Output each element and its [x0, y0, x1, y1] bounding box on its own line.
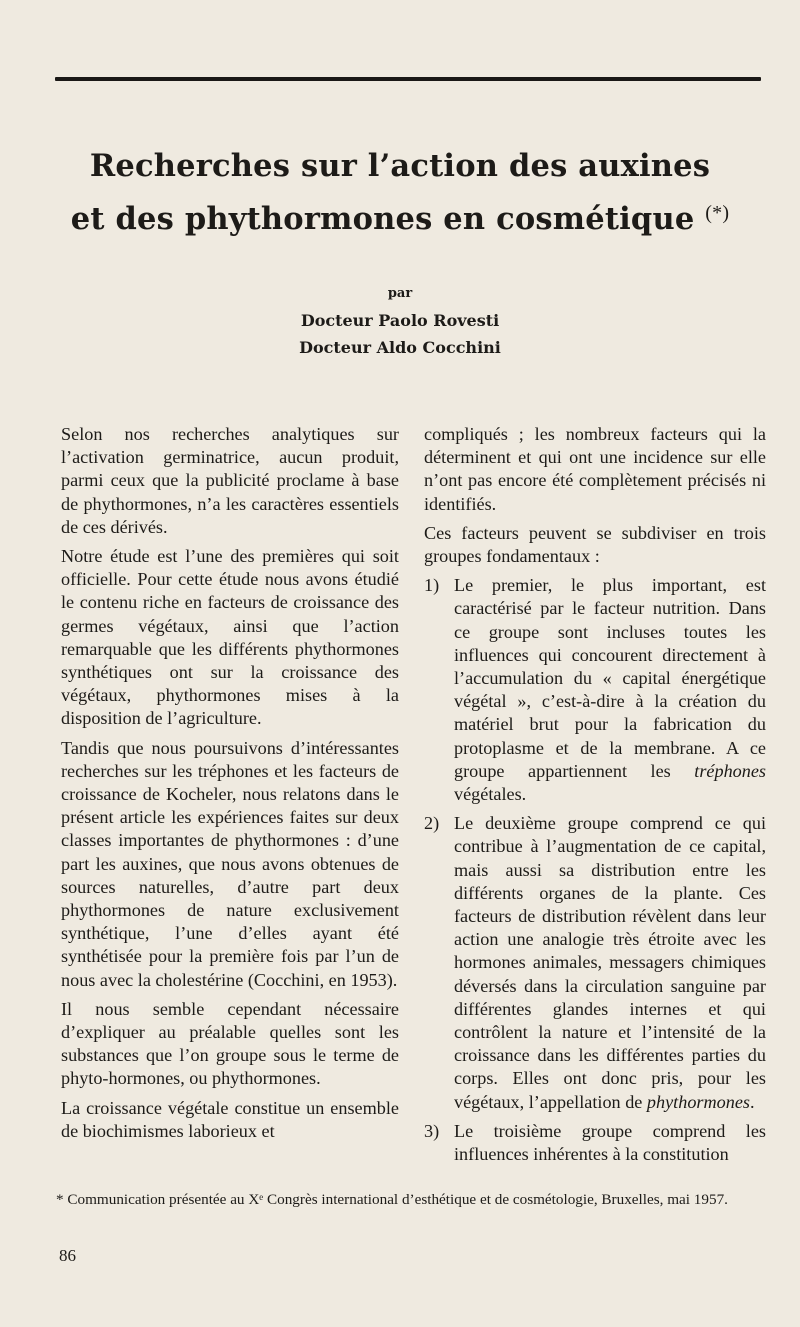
- list-text: Le premier, le plus important, est caractérisé par le facteur nutrition. Dans ce groupe sont incluses toutes les influences qui concourent directement à l’accumulation du « capital énergétique végétal », c’est-à-dire à la création du matériel brut pour la fabrication du protoplasme et de la membrane. A ce groupe appartiennent les tréphones végétales.: [454, 575, 766, 805]
- paragraph: compliqués ; les nombreux facteurs qui la déterminent et qui ont une incidence sur elle n’ont pas encore été complètement précisés ni identifiés.: [424, 424, 766, 514]
- title-line-2: et des phythormones en cosmétique: [70, 201, 695, 237]
- list-number: 2): [424, 813, 440, 834]
- article-title: [0, 143, 800, 243]
- paragraph: Il nous semble cependant nécessaire d’expliquer au préalable quelles sont les substances que l’on groupe sous le terme de phyto-hormones, ou phythormones.: [61, 998, 399, 1089]
- left-column: [61, 423, 399, 1143]
- footnote: * Communication présentée au Xᵉ Congrès international d’esthétique et de cosmétologie, Bruxelles, mai 1957.: [56, 1191, 728, 1208]
- page-number: 86: [59, 1246, 76, 1265]
- byline-par: par: [387, 286, 413, 301]
- list-text: Le deuxième groupe comprend ce qui contribue à l’augmentation de ce capital, mais aussi sa distribution entre les différents organes de la plante. Ces facteurs de distribution révèlent dans leur action une analogie très étroite avec les hormones animales, messagers chimiques déversés dans la circulation sanguine par différentes glandes internes et qui contrôlent la nature et l’intensité de la croissance dans les différentes parties du corps. Elles ont donc pris, pour les végétaux, l’appellation de phythormones.: [454, 813, 766, 1112]
- list-number: 3): [424, 1120, 440, 1141]
- list-item: [424, 1120, 766, 1166]
- paragraph: Tandis que nous poursuivons d’intéressantes recherches sur les tréphones et les facteurs de croissance de Kocheler, nous relatons dans le présent article les expériences faites sur deux classes importantes de phythormones : d’une part les auxines, que nous avons obtenues de sources naturelles, d’autre part deux phythormones de nature exclusivement synthétique, l’une d’elles ayant été synthétisée pour la première fois par l’un de nous avec la cholestérine (Cocchini, en 1953).: [61, 737, 399, 990]
- footnote-marker: (*): [705, 202, 730, 224]
- paragraph: Notre étude est l’une des premières qui soit officielle. Pour cette étude nous avons étudié le contenu riche en facteurs de croissance des germes végétaux, ainsi que l’action remarquable que les différents phythormones synthétiques ont sur la croissance des végétaux, phythormones mises à la disposition de l’agriculture.: [61, 546, 399, 729]
- list-item: [424, 574, 766, 806]
- list-item: [424, 812, 766, 1114]
- paragraph: Ces facteurs peuvent se subdiviser en trois groupes fondamentaux :: [424, 522, 766, 567]
- italic-term: tréphones: [694, 760, 766, 781]
- list-text: Le troisième groupe comprend les influences inhérentes à la constitution: [454, 1120, 766, 1165]
- header-rule: [55, 77, 761, 81]
- list-number: 1): [424, 575, 440, 596]
- paragraph: Selon nos recherches analytiques sur l’activation germinatrice, aucun produit, parmi ceux que la publicité proclame à base de phythormones, n’a les caractères essentiels de ces dérivés.: [61, 424, 399, 537]
- title-line-1: Recherches sur l’action des auxines: [89, 148, 711, 184]
- right-column: [424, 423, 766, 1172]
- italic-term: phythormones: [646, 1091, 750, 1112]
- author-name: Docteur Paolo Rovesti: [300, 311, 500, 330]
- author-name: Docteur Aldo Cocchini: [299, 338, 501, 357]
- paragraph: La croissance végétale constitue un ensemble de biochimismes laborieux et: [61, 1097, 399, 1141]
